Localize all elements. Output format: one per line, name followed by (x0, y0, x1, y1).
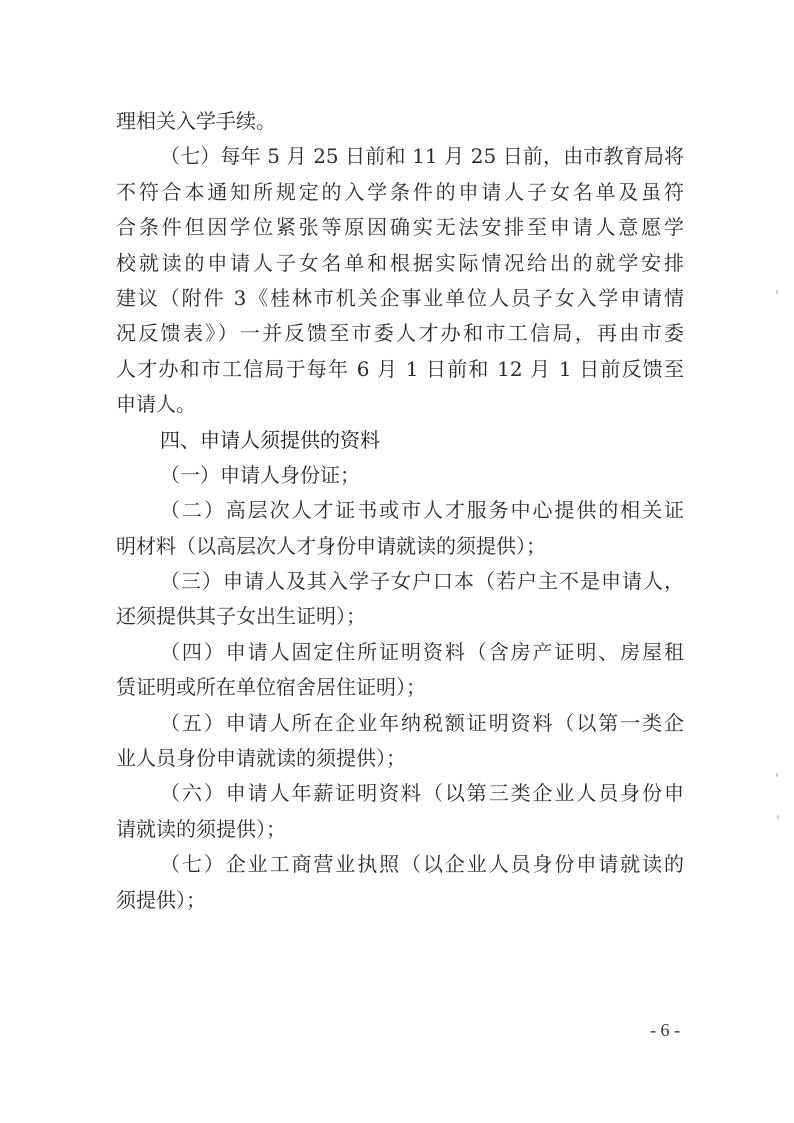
paragraph-line: 理相关入学手续。 (116, 109, 276, 133)
scan-speck (776, 290, 778, 294)
list-item-continuation: 还须提供其子女出生证明）； (116, 604, 366, 629)
paragraph-line: （七）每年 5 月 25 日前和 11 月 25 日前，由市教育局将 (160, 144, 684, 169)
list-item: （三）申请人及其入学子女户口本（若户主不是申请人， (160, 569, 684, 594)
list-item: （一）申请人身份证； (160, 462, 360, 487)
list-item: （二）高层次人才证书或市人才服务中心提供的相关证 (160, 498, 684, 523)
list-item: （七）企业工商营业执照（以企业人员身份申请就读的 (160, 852, 684, 877)
scan-speck (776, 773, 778, 777)
list-item: （五）申请人所在企业年纳税额证明资料（以第一类企 (160, 710, 684, 735)
paragraph-line: 合条件但因学位紧张等原因确实无法安排至申请人意愿学 (116, 215, 684, 240)
paragraph-line: 校就读的申请人子女名单和根据实际情况给出的就学安排 (116, 250, 684, 275)
page-number: - 6 - (650, 1020, 680, 1040)
list-item-continuation: 业人员身份申请就读的须提供）； (116, 746, 406, 771)
paragraph-line: 不符合本通知所规定的入学条件的申请人子女名单及虽符 (116, 179, 684, 204)
section-heading: 四、申请人须提供的资料 (160, 427, 380, 452)
list-item: （四）申请人固定住所证明资料（含房产证明、房屋租 (160, 639, 684, 664)
paragraph-line: 申请人。 (116, 392, 196, 417)
paragraph-line: 建议（附件 3《桂林市机关企事业单位人员子女入学申请情 (116, 285, 684, 310)
list-item-continuation: 须提供）； (116, 887, 206, 912)
paragraph-line: 人才办和市工信局于每年 6 月 1 日前和 12 月 1 日前反馈至 (116, 356, 684, 381)
document-body (116, 104, 684, 918)
list-item: （六）申请人年薪证明资料（以第三类企业人员身份申 (160, 781, 684, 806)
scan-speck (777, 815, 779, 819)
list-item-continuation: 明材料（以高层次人才身份申请就读的须提供）； (116, 533, 546, 558)
list-item-continuation: 赁证明或所在单位宿舍居住证明）； (116, 675, 426, 700)
paragraph-line: 况反馈表》）一并反馈至市委人才办和市工信局，再由市委 (116, 321, 684, 346)
list-item-continuation: 请就读的须提供）； (116, 816, 286, 841)
